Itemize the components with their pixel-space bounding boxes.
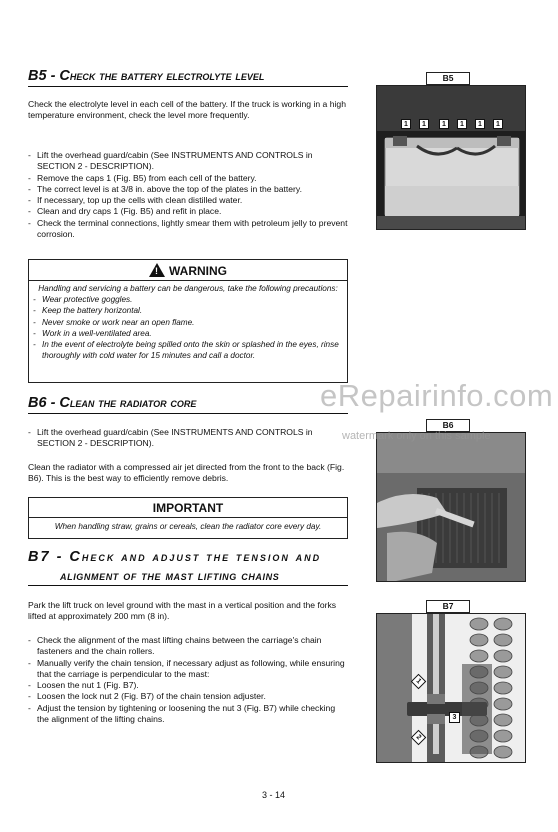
list-item: - Check the terminal connections, lightly smear them with petroleum jelly to prevent corrosion. bbox=[28, 218, 348, 241]
cap-callout: 1 bbox=[419, 119, 429, 129]
list-item: - Manually verify the chain tension, if necessary adjust as following, while ensuring that the carriage is perpendicular to the mast: bbox=[28, 658, 348, 681]
b7-section-title-line1: B7 - Check and adjust the tension and bbox=[28, 549, 322, 565]
list-item: - Lift the overhead guard/cabin (See INSTRUMENTS AND CONTROLS in SECTION 2 - DESCRIPTION). bbox=[28, 150, 348, 173]
list-item: - Keep the battery horizontal. bbox=[33, 305, 343, 316]
figure-b7-chain-photo bbox=[376, 613, 526, 763]
b6-steps-list bbox=[28, 427, 348, 450]
chain-adjuster-illustration bbox=[377, 614, 526, 763]
important-box bbox=[28, 497, 348, 539]
figure-b7-label: B7 bbox=[426, 600, 470, 613]
list-item: - Work in a well-ventilated area. bbox=[33, 328, 343, 339]
warning-icon bbox=[149, 263, 165, 277]
list-item: - Never smoke or work near an open flame. bbox=[33, 317, 343, 328]
warning-header bbox=[29, 260, 347, 281]
important-text: When handling straw, grains or cereals, clean the radiator core every day. bbox=[54, 522, 322, 531]
list-item: - The correct level is at 3/8 in. above the top of the plates in the battery. bbox=[28, 184, 348, 195]
b6-section-title: B6 - Clean the radiator core bbox=[28, 395, 348, 414]
list-item: - Loosen the nut 1 (Fig. B7). bbox=[28, 680, 348, 691]
list-item: - Check the alignment of the mast lifting chains between the carriage's chain fasteners and the chain rollers. bbox=[28, 635, 348, 658]
b7-intro: Park the lift truck on level ground with the mast in a vertical position and the forks lifted at approximately 200 mm (8 in). bbox=[28, 600, 337, 622]
cap-callout: 1 bbox=[457, 119, 467, 129]
lock-nut-callout: 2 bbox=[411, 730, 427, 746]
figure-b5-battery-photo bbox=[376, 85, 526, 230]
b7-steps-list bbox=[28, 635, 348, 725]
cap-callout: 1 bbox=[439, 119, 449, 129]
battery-illustration bbox=[377, 86, 526, 230]
cap-callout: 1 bbox=[475, 119, 485, 129]
watermark-text: eRepairinfo.com bbox=[320, 378, 554, 413]
list-item: - If necessary, top up the cells with clean distilled water. bbox=[28, 195, 348, 206]
figure-b5-label: B5 bbox=[426, 72, 470, 85]
cap-callout: 1 bbox=[493, 119, 503, 129]
warning-box bbox=[28, 259, 348, 383]
nut-callout: 1 bbox=[411, 674, 427, 690]
warning-intro: Handling and servicing a battery can be dangerous, take the following precautions: bbox=[38, 284, 338, 293]
list-item: - Adjust the tension by tightening or loosening the nut 3 (Fig. B7) while checking the alignment of the lifting chains. bbox=[28, 703, 348, 726]
warning-body bbox=[29, 281, 347, 364]
warning-title: WARNING bbox=[169, 264, 227, 278]
b7-section-title-line2: alignment of the mast lifting chains bbox=[28, 568, 348, 586]
watermark-subtext: watermark only on this sample bbox=[342, 430, 491, 442]
radiator-illustration bbox=[377, 433, 526, 582]
nut-callout: 3 bbox=[449, 712, 460, 723]
figure-b6-label: B6 bbox=[426, 419, 470, 432]
list-item: - Wear protective goggles. bbox=[33, 294, 343, 305]
b5-intro: Check the electrolyte level in each cell of the battery. If the truck is working in a high temperature environment, check the level more frequently. bbox=[28, 99, 346, 121]
important-title: IMPORTANT bbox=[29, 498, 347, 518]
list-item: - Remove the caps 1 (Fig. B5) from each cell of the battery. bbox=[28, 173, 348, 184]
cap-callout: 1 bbox=[401, 119, 411, 129]
list-item: - In the event of electrolyte being spilled onto the skin or splashed in the eyes, rinse thoroughly with cold water for 15 minutes and call a doctor. bbox=[33, 339, 343, 361]
list-item: - Clean and dry caps 1 (Fig. B5) and refit in place. bbox=[28, 206, 348, 217]
b6-text: Clean the radiator with a compressed air jet directed from the front to the back (Fig. B6). This is the best way to efficiently remove debris. bbox=[28, 462, 345, 484]
figure-b6-radiator-photo bbox=[376, 432, 526, 582]
list-item: - Loosen the lock nut 2 (Fig. B7) of the chain tension adjuster. bbox=[28, 691, 348, 702]
page-number: 3 - 14 bbox=[262, 790, 286, 800]
b5-section-title: B5 - Check the battery electrolyte level bbox=[28, 68, 348, 87]
list-item: - Lift the overhead guard/cabin (See INSTRUMENTS AND CONTROLS in SECTION 2 - DESCRIPTION). bbox=[28, 427, 348, 450]
b5-steps-list bbox=[28, 150, 348, 240]
